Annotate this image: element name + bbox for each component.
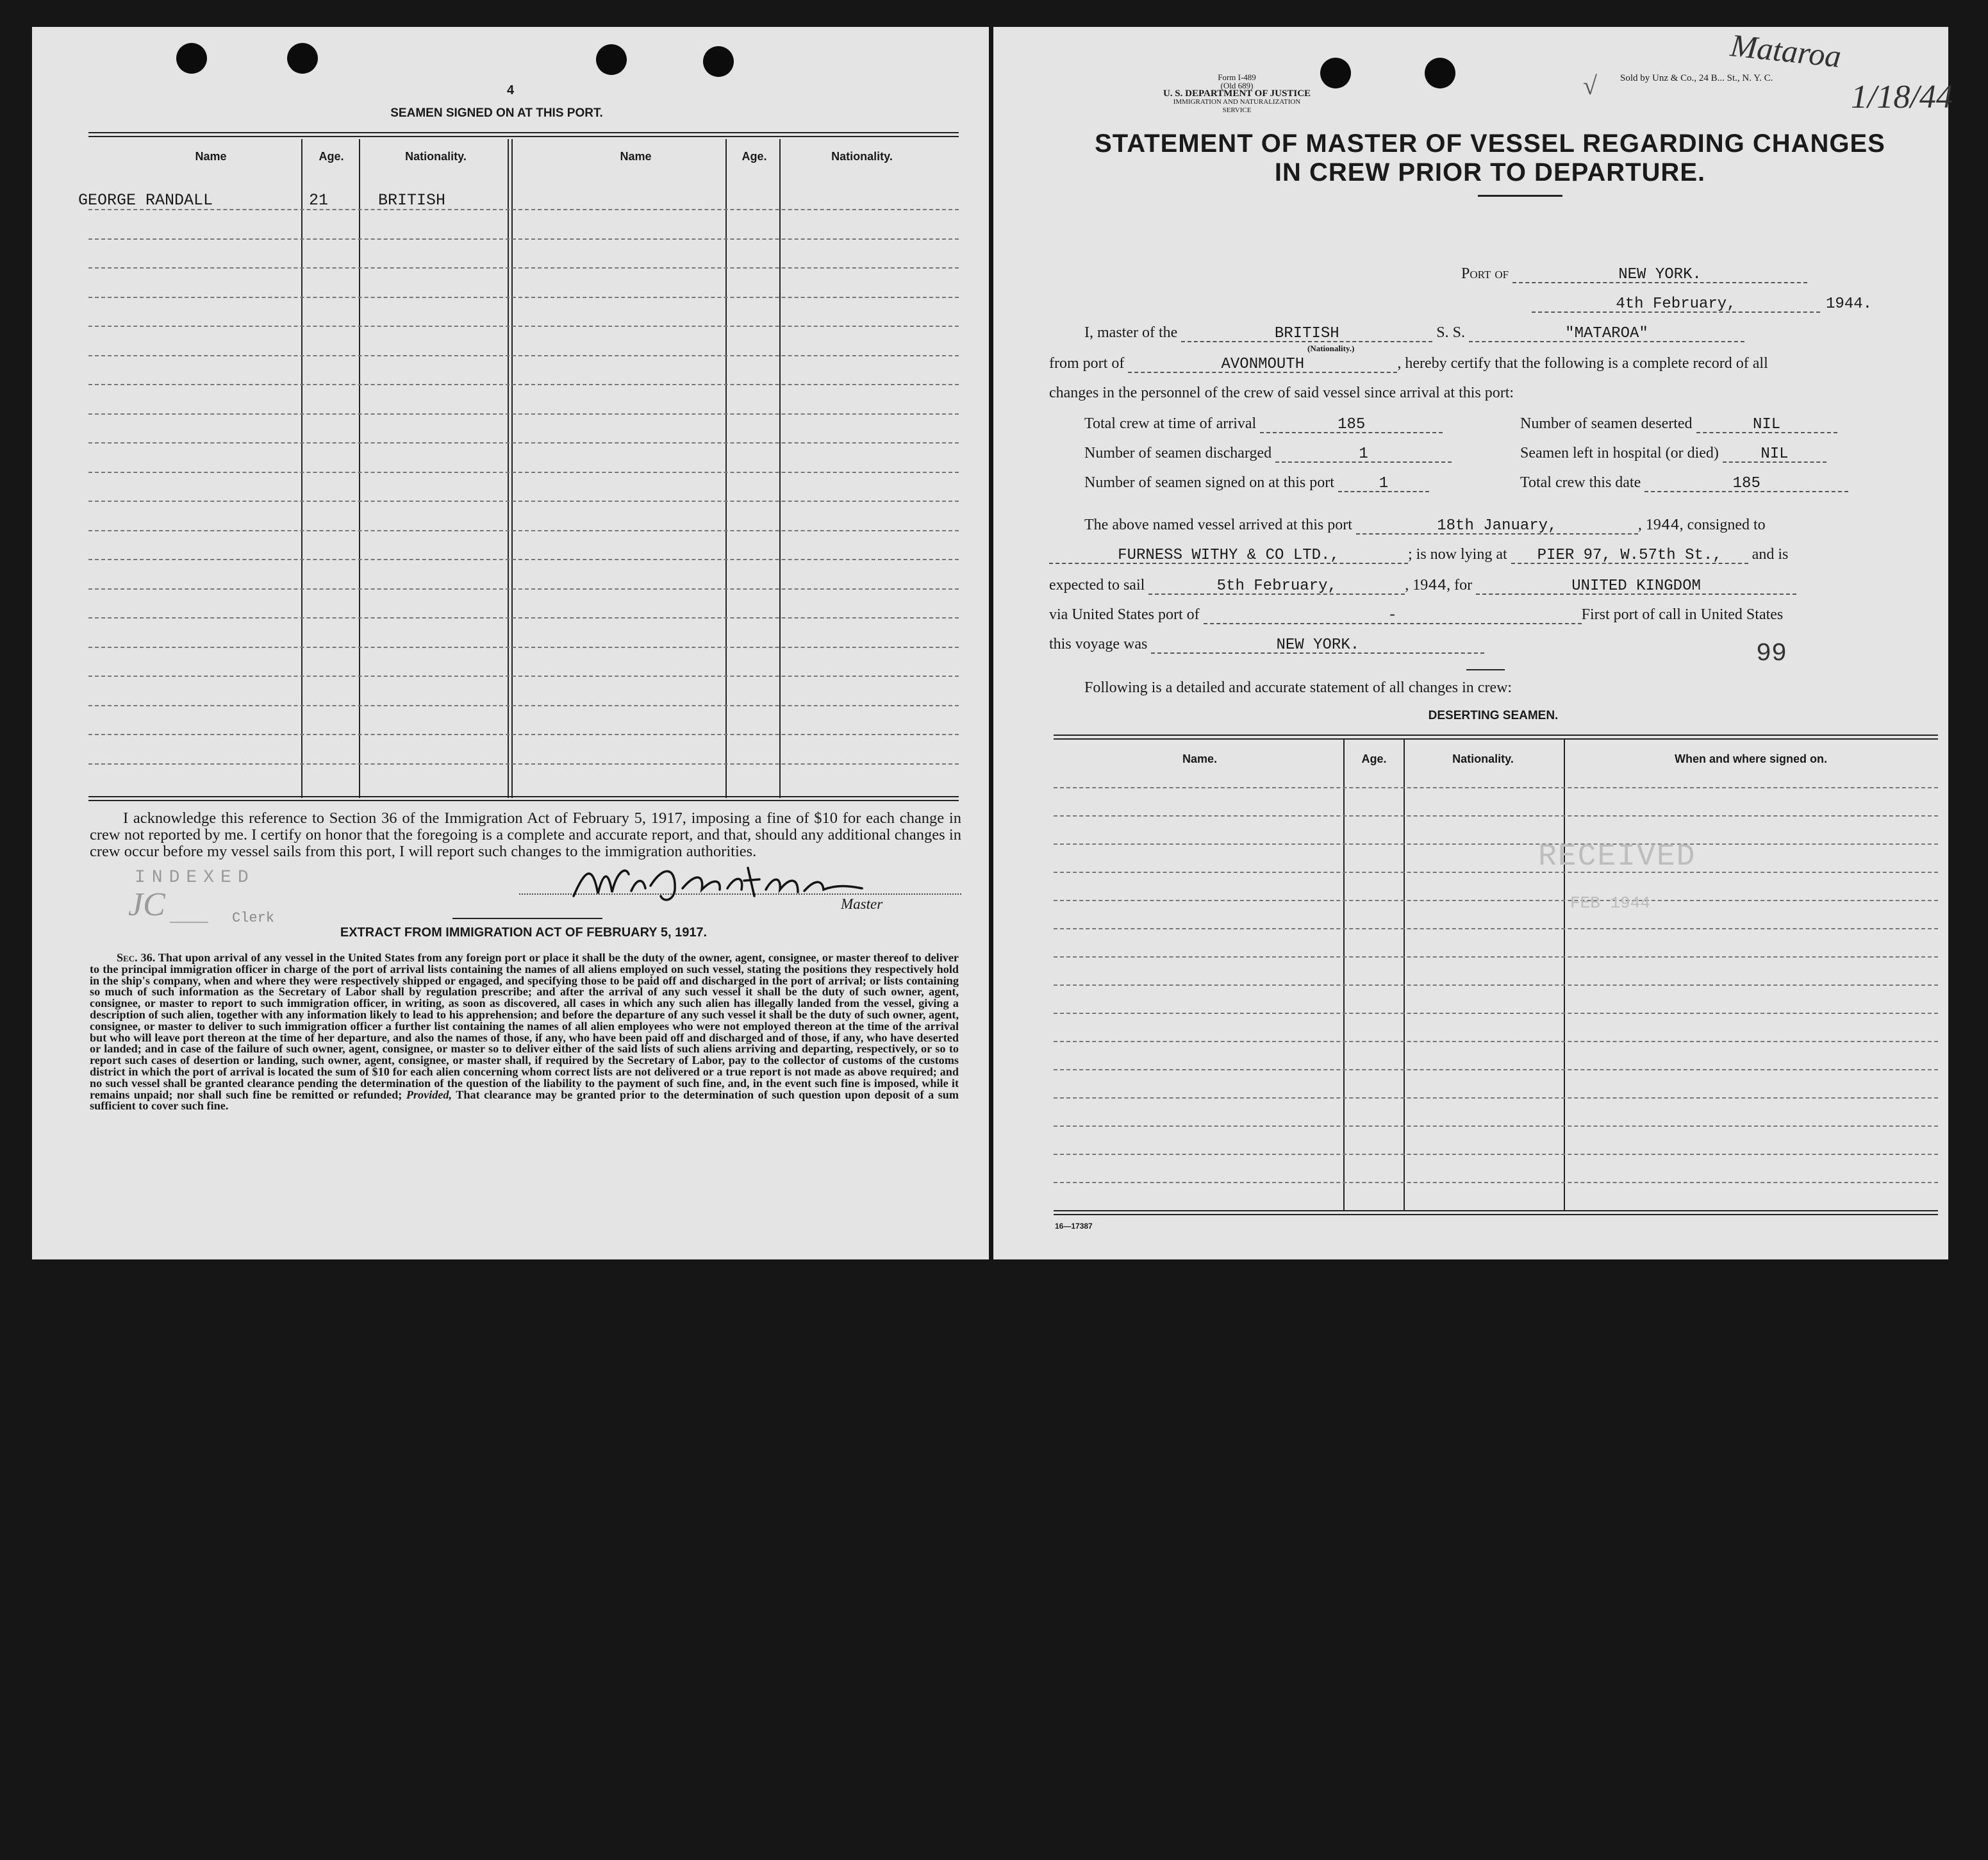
deserting-top-rule	[1054, 735, 1938, 740]
via-line	[1049, 606, 1783, 624]
received-stamp-date: FEB 1944	[1570, 893, 1650, 913]
seaman-name: GEORGE RANDALL	[78, 191, 213, 210]
table-row-rule	[88, 676, 959, 677]
consigned-label: , consigned to	[1679, 517, 1766, 533]
year-value: 1944.	[1825, 295, 1872, 313]
col-header-nationality-2: Nationality.	[831, 150, 893, 163]
sail-year: 44	[1428, 577, 1447, 595]
indexed-stamp: INDEXED	[135, 868, 255, 888]
printer-credit: Sold by Unz & Co., 24 B... St., N. Y. C.	[1620, 73, 1773, 83]
punch-hole	[596, 44, 627, 75]
table-row-rule	[1054, 900, 1938, 901]
seaman-nationality: BRITISH	[378, 191, 446, 210]
table-row-rule	[88, 647, 959, 648]
table-row-rule	[88, 413, 959, 415]
arrived-date: 18th January,	[1356, 519, 1638, 535]
table-row-rule	[1054, 1097, 1938, 1099]
table-row-rule	[88, 530, 959, 531]
handwritten-date: 1/18/44	[1851, 79, 1953, 115]
sail-year-prefix: , 19	[1405, 577, 1429, 594]
following-text: Following is a detailed and accurate statement of all changes in crew:	[1084, 679, 1512, 696]
port-value: NEW YORK.	[1512, 268, 1807, 283]
table-row-rule	[88, 355, 959, 356]
department-name: U. S. DEPARTMENT OF JUSTICE	[1163, 88, 1311, 99]
check-mark: √	[1583, 71, 1597, 100]
arrived-label: The above named vessel arrived at this port	[1084, 517, 1352, 533]
destination-value: UNITED KINGDOM	[1476, 579, 1796, 595]
signed-on-line	[1084, 474, 1429, 492]
arrived-line	[1084, 517, 1766, 535]
col-header-nationality: Nationality.	[405, 150, 467, 163]
table-row-rule	[88, 472, 959, 473]
table-row-rule	[88, 209, 959, 210]
date-value: 4th February,	[1532, 297, 1820, 313]
form-title-line-2: IN CREW PRIOR TO DEPARTURE.	[1274, 158, 1706, 187]
form-old-number: (Old 689)	[1220, 81, 1254, 90]
left-page	[32, 27, 989, 1259]
discharged-line	[1084, 445, 1452, 463]
seaman-age: 21	[309, 191, 329, 210]
total-crew-arrival-value: 185	[1260, 418, 1443, 433]
col-header-age-2: Age.	[741, 150, 767, 163]
and-is-label: and is	[1752, 546, 1789, 563]
col-header-name: Name	[195, 150, 227, 163]
discharged-value: 1	[1275, 447, 1452, 463]
table-row-rule	[1054, 928, 1938, 929]
extract-tail: That clearance may be granted prior to the determination of such question upon deposit of a sum sufficient to cover such fine.	[90, 1088, 959, 1113]
table-row-rule	[88, 763, 959, 765]
deserted-line	[1520, 415, 1837, 433]
table-row-rule	[1054, 872, 1938, 873]
clerk-initials: JC	[128, 886, 165, 923]
total-crew-date-value: 185	[1644, 477, 1848, 492]
from-port-line	[1049, 355, 1768, 373]
lying-label: ; is now lying at	[1408, 546, 1507, 563]
service-name: IMMIGRATION AND NATURALIZATION SERVICE	[1173, 98, 1301, 114]
nationality-caption: (Nationality.)	[1307, 344, 1355, 353]
acknowledgment-text: I acknowledge this reference to Section 36 of the Immigration Act of February 5, 1917, imposing a fine of $10 for each change in crew not reported by me. I certify on honor that the foregoing is a complete and accurate report, and that, should any additional changes in crew occur before my vessel sails from this port, I will report such changes to the immigration authorities.	[90, 810, 961, 860]
footer-code: 16—17387	[1055, 1222, 1093, 1231]
column-divider	[1404, 740, 1405, 1211]
certify-text: , hereby certify that the following is a complete record of all	[1397, 355, 1768, 372]
hospital-line	[1520, 445, 1826, 463]
table-row-rule	[1054, 843, 1938, 845]
voyage-label: this voyage was	[1049, 636, 1148, 652]
from-port-value: AVONMOUTH	[1128, 358, 1397, 373]
clerk-label: Clerk	[232, 910, 275, 926]
page-number: 4	[506, 83, 515, 97]
signed-on-value: 1	[1338, 477, 1429, 492]
extract-rule	[452, 918, 602, 919]
sail-date: 5th February,	[1148, 579, 1405, 595]
column-divider	[1564, 740, 1565, 1211]
table-row-rule	[88, 297, 959, 298]
form-number: Form I-489	[1218, 72, 1256, 82]
date-line	[1532, 295, 1878, 313]
table-row-rule	[1054, 1041, 1938, 1042]
extract-section: Sec. 36.	[117, 951, 156, 964]
table-row-rule	[1054, 956, 1938, 958]
table-bottom-rule	[88, 796, 959, 801]
master-line	[1084, 324, 1744, 342]
master-label: Master	[841, 896, 883, 912]
berth-value: PIER 97, W.57th St.,	[1511, 549, 1748, 564]
deserting-title: DESERTING SEAMEN.	[1428, 709, 1559, 722]
hospital-label: Seamen left in hospital (or died)	[1520, 445, 1719, 461]
punch-hole	[703, 46, 734, 77]
consignee-value: FURNESS WITHY & CO LTD.,	[1049, 549, 1408, 564]
master-of-label: I, master of the	[1084, 324, 1178, 341]
via-port-value: -	[1204, 609, 1582, 624]
section-title: SEAMEN SIGNED ON AT THIS PORT.	[390, 106, 603, 120]
column-divider	[1343, 740, 1345, 1211]
deserted-label: Number of seamen deserted	[1520, 415, 1693, 432]
punch-hole	[1425, 58, 1455, 88]
total-crew-arrival-line	[1084, 415, 1443, 433]
deserted-value: NIL	[1696, 418, 1837, 433]
d-col-nationality: Nationality.	[1452, 752, 1514, 765]
number-99: 99	[1756, 640, 1787, 668]
total-crew-date-line	[1520, 474, 1848, 492]
received-stamp: RECEIVED	[1538, 840, 1696, 874]
table-row-rule	[1054, 1182, 1938, 1183]
port-label: Port of	[1461, 265, 1509, 282]
col-header-age: Age.	[319, 150, 344, 163]
for-label: , for	[1446, 577, 1473, 594]
total-crew-arrival-label: Total crew at time of arrival	[1084, 415, 1257, 432]
deserting-bottom-rule	[1054, 1210, 1938, 1215]
arrived-year-prefix: , 19	[1637, 517, 1661, 533]
d-col-age: Age.	[1361, 752, 1387, 765]
ss-label: S. S.	[1436, 324, 1465, 341]
table-row-rule	[1054, 1154, 1938, 1155]
extract-body	[90, 952, 959, 1112]
signed-on-label: Number of seamen signed on at this port	[1084, 474, 1334, 491]
port-line	[1461, 265, 1807, 283]
table-row-rule	[1054, 815, 1938, 817]
punch-hole	[287, 43, 318, 74]
title-underline	[1478, 195, 1562, 197]
form-title-line-1: STATEMENT OF MASTER OF VESSEL REGARDING CHANGES	[1095, 129, 1885, 158]
punch-hole	[176, 43, 207, 74]
table-row-rule	[88, 326, 959, 327]
punch-hole	[1320, 58, 1351, 88]
extract-text: That upon arrival of any vessel in the United States from any foreign port or place it shall be the duty of the owner, agent, consignee, or master thereof to deliver to the principal immigration officer in charge of the port of arrival lists containing the names of all aliens employed on such vessel, stating the positions they respectively hold in the ship's company, when and where they were respectively shipped or engaged, and specifying those to be paid off and discharged in the port of arrival; or lists containing so much of such information as the Secretary of Labor shall by regulation prescribe; and after the arrival of any such vessel it shall be the duty of such owner, agent, consignee, or master to report to such immigration officer, in writing, as soon as discovered, all cases in which any such alien has illegally landed from the vessel, giving a description of such alien, together with any information likely to lead to his apprehension; and before the departure of any such vessel it shall be the duty of such owner, agent, consignee, or master to deliver to such immigration officer a further list containing the names of all alien employees who were not employed thereon at the time of the arrival but who will leave port thereon at the time of her departure, and also the names of those, if any, who have been paid off and discharged and of those, if any, who have deserted or landed; and in case of the failure of such owner, agent, consignee, or master so to deliver either of the said lists of such aliens arriving and departing, respectively, or so to report such cases of desertion or landing, such owner, agent, consignee, or master shall, if required by the Secretary of Labor, pay to the collector of customs of the customs district in which the port of arrival is located the sum of $10 for each alien concerning whom correct lists are not delivered or a true report is not made as above required; and no such vessel shall be granted clearance pending the determination of the question of the liability to the payment of such fine, and, in the event such fine is imposed, while it remains unpaid; nor shall such fine be remitted or refunded;	[90, 951, 959, 1101]
consignee-line	[1049, 546, 1788, 564]
via-label: via United States port of	[1049, 606, 1200, 623]
d-col-when-where: When and where signed on.	[1674, 752, 1828, 765]
extract-provided: Provided,	[406, 1088, 452, 1101]
col-header-name-2: Name	[620, 150, 652, 163]
from-port-label: from port of	[1049, 355, 1125, 372]
hospital-value: NIL	[1723, 447, 1826, 463]
d-col-name: Name.	[1182, 752, 1218, 765]
expected-line	[1049, 577, 1796, 595]
total-crew-date-label: Total crew this date	[1520, 474, 1641, 491]
certify-line-2: changes in the personnel of the crew of said vessel since arrival at this port:	[1049, 385, 1514, 401]
extract-title: EXTRACT FROM IMMIGRATION ACT OF FEBRUARY 5, 1917.	[340, 926, 708, 940]
expected-label: expected to sail	[1049, 577, 1145, 594]
arrived-year: 44	[1661, 517, 1680, 535]
table-top-rule	[88, 132, 959, 137]
voyage-rule	[1466, 669, 1505, 670]
table-row-rule	[1054, 787, 1938, 788]
table-row-rule	[88, 588, 959, 590]
vessel-value: "MATAROA"	[1469, 327, 1744, 342]
table-row-rule	[1054, 1069, 1938, 1070]
table-row-rule	[1054, 984, 1938, 986]
table-row-rule	[88, 384, 959, 385]
table-row-rule	[88, 442, 959, 444]
table-row-rule	[88, 559, 959, 560]
handwritten-ship-name: Mataroa	[1728, 27, 1843, 74]
table-row-rule	[1054, 1013, 1938, 1014]
right-page	[993, 27, 1953, 1259]
nationality-value: BRITISH	[1181, 327, 1432, 342]
table-row-rule	[88, 238, 959, 240]
voyage-line	[1049, 636, 1484, 654]
table-row-rule	[88, 705, 959, 706]
form-id	[1160, 73, 1314, 115]
table-row-rule	[88, 617, 959, 619]
discharged-label: Number of seamen discharged	[1084, 445, 1272, 461]
table-row-rule	[88, 267, 959, 269]
table-row-rule	[88, 734, 959, 735]
table-row-rule	[1054, 1125, 1938, 1127]
table-row-rule	[88, 501, 959, 502]
first-port-value: NEW YORK.	[1151, 638, 1484, 654]
first-port-label: First port of call in United States	[1581, 606, 1784, 623]
clerk-line	[170, 922, 208, 923]
